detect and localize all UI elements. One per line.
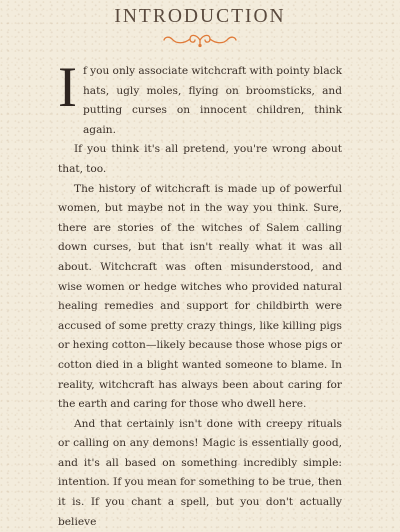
drop-cap: I [58, 56, 77, 119]
flourish-ornament-icon [160, 32, 240, 48]
introduction-body [58, 56, 342, 532]
paragraph-3: The history of witchcraft is made up of powerful women, but maybe not in the way you think. Sure, there are stories of the witches of Salem calling down curses, but that isn't really what it was all about. Witchcraft was often misunderstood, and wise women or hedge witches who provided natural healing remedies and support for childbirth were accused of some pretty crazy things, like killing pigs or hexing cotton—likely because those whose pigs or cotton died in a blight wanted someone to blame. In reality, witchcraft has always been about caring for the earth and caring for those who dwell here. [58, 182, 342, 411]
paragraph-4: And that certainly isn't done with creepy rituals or calling on any demons! Magic is essentially good, and it's all based on something incredibly simple: intention. If you mean for something to be true, then it is. If you chant a spell, but you don't actually believe [58, 417, 342, 528]
paragraph-2: If you think it's all pretend, you're wrong about that, too. [58, 143, 342, 175]
chapter-heading: INTRODUCTION [114, 6, 286, 27]
paragraph-1 [58, 56, 342, 140]
paragraph-1-text: f you only associate witchcraft with pointy black hats, ugly moles, flying on broomsticks, and putting curses on innocent children, think again. [82, 65, 342, 136]
